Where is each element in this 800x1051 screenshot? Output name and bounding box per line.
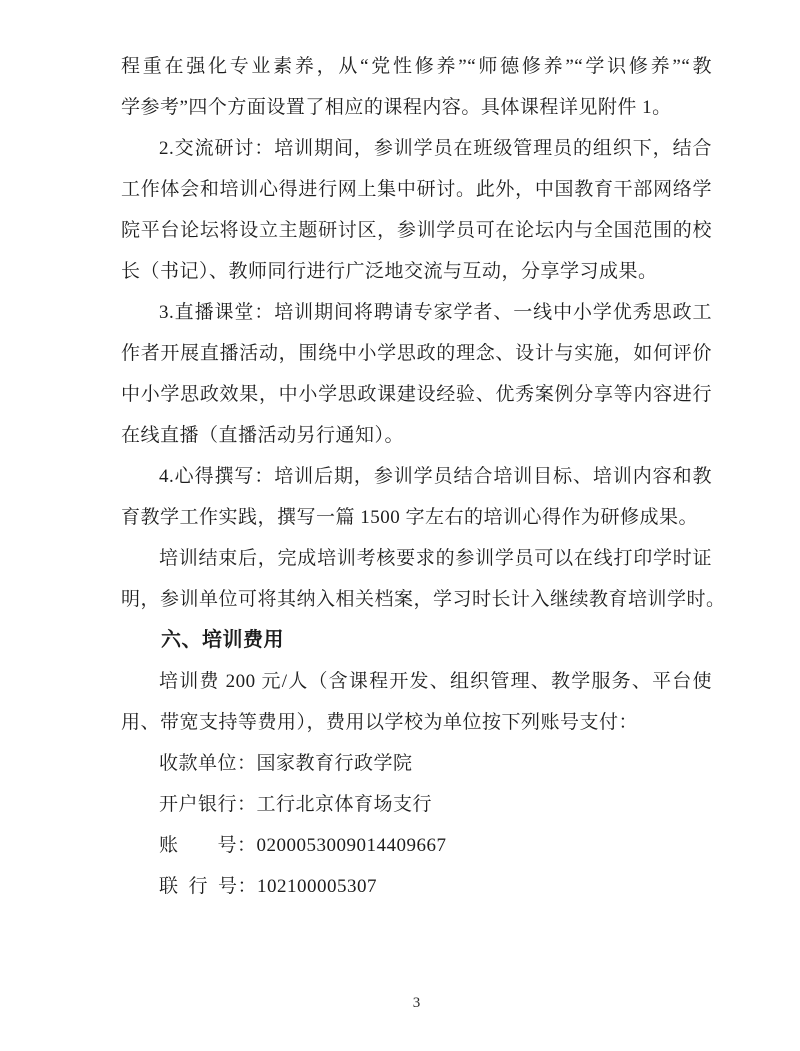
paragraph <box>121 538 726 620</box>
text-line: 六、培训费用 <box>161 629 284 651</box>
text-line: 开户银行：工行北京体育场支行 <box>159 794 433 815</box>
text-line: 中小学思政效果，中小学思政课建设经验、优秀案例分享等内容进行 <box>121 384 712 405</box>
text-line: 在线直播（直播活动另行通知）。 <box>121 425 405 446</box>
text-line: 长（书记）、教师同行进行广泛地交流与互动，分享学习成果。 <box>121 261 658 282</box>
text-line: 程重在强化专业素养，从“党性修养”“师德修养”“学识修养”“教 <box>121 56 712 77</box>
text-line: 用、带宽支持等费用），费用以学校为单位按下列账号支付： <box>121 712 639 733</box>
paragraph <box>121 456 712 538</box>
text-line: 培训结束后，完成培训考核要求的参训学员可以在线打印学时证 <box>159 548 712 569</box>
text-line: 账 号：0200053009014409667 <box>159 835 447 856</box>
paragraph <box>121 128 712 292</box>
paragraph <box>121 866 712 907</box>
text-line: 育教学工作实践，撰写一篇 1500 字左右的培训心得作为研修成果。 <box>121 507 699 528</box>
paragraph <box>121 825 712 866</box>
text-line: 学参考”四个方面设置了相应的课程内容。具体课程详见附件 1。 <box>121 97 672 118</box>
text-line: 联 行 号：102100005307 <box>159 876 378 897</box>
paragraph <box>121 292 712 456</box>
text-line: 工作体会和培训心得进行网上集中研讨。此外，中国教育干部网络学 <box>121 179 712 200</box>
text-line: 院平台论坛将设立主题研讨区，参训学员可在论坛内与全国范围的校 <box>121 220 712 241</box>
paragraph <box>121 661 712 743</box>
paragraph <box>121 784 712 825</box>
text-line: 4.心得撰写：培训后期，参训学员结合培训目标、培训内容和教 <box>159 466 712 487</box>
text-line: 培训费 200 元/人（含课程开发、组织管理、教学服务、平台使 <box>159 671 712 692</box>
text-line: 3.直播课堂：培训期间将聘请专家学者、一线中小学优秀思政工 <box>159 302 712 323</box>
page-number: 3 <box>412 995 421 1011</box>
paragraph <box>121 46 712 128</box>
text-line: 作者开展直播活动，围绕中小学思政的理念、设计与实施，如何评价 <box>121 343 712 364</box>
text-line: 2.交流研讨：培训期间，参训学员在班级管理员的组织下，结合 <box>159 138 712 159</box>
text-line: 明，参训单位可将其纳入相关档案，学习时长计入继续教育培训学时。 <box>121 589 726 610</box>
document-body <box>121 46 726 907</box>
paragraph <box>121 743 712 784</box>
section-heading <box>121 620 712 661</box>
text-line: 收款单位：国家教育行政学院 <box>159 753 413 774</box>
